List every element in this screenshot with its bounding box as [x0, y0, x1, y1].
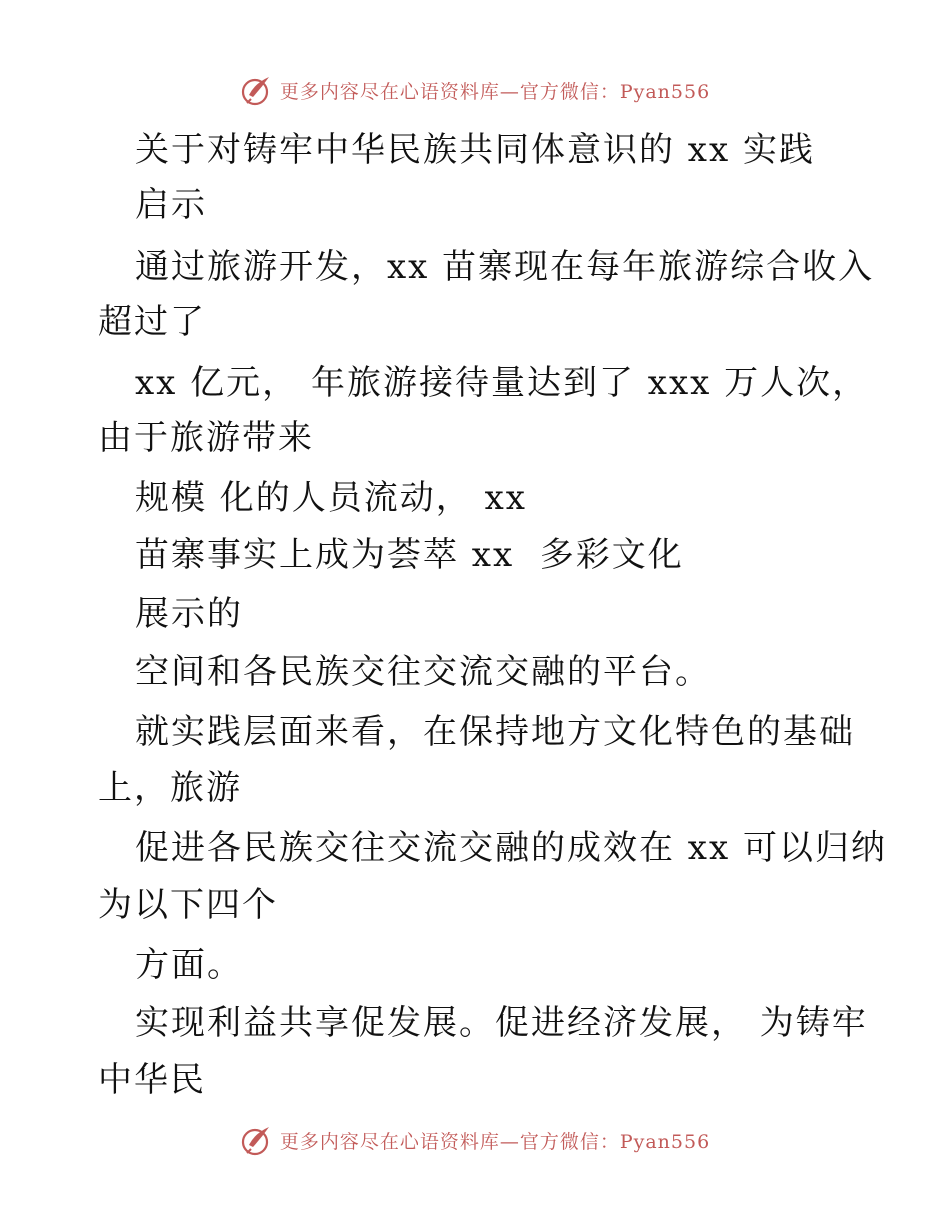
text-line: 由于旅游带来 — [98, 418, 314, 458]
watermark-text: 更多内容尽在心语资料库—官方微信：Pyan556 — [279, 80, 711, 103]
text-line: 为以下四个 — [98, 885, 278, 925]
text-line: 上，旅游 — [98, 768, 242, 808]
text-line: 方面。 — [135, 945, 243, 985]
text-line: 启示 — [135, 185, 207, 225]
text-line: 实现利益共享促发展。促进经济发展， 为铸牢 — [135, 1003, 868, 1043]
text-line: 就实践层面来看，在保持地方文化特色的基础 — [135, 712, 855, 752]
quill-logo-icon — [240, 1123, 274, 1157]
footer-watermark — [0, 1120, 950, 1160]
text-line: 通过旅游开发，xx 苗寨现在每年旅游综合收入 — [135, 247, 875, 287]
text-line: 促进各民族交往交流交融的成效在 xx 可以归纳 — [135, 828, 887, 868]
text-line: 规模 化的人员流动， xx — [135, 478, 527, 518]
text-line: 关于对铸牢中华民族共同体意识的 xx 实践 — [135, 130, 815, 170]
text-line: 展示的 — [135, 594, 243, 634]
quill-logo-icon — [240, 73, 274, 107]
text-line: 空间和各民族交往交流交融的平台。 — [135, 652, 711, 692]
text-line: 苗寨事实上成为荟萃 xx 多彩文化 — [135, 535, 684, 575]
header-watermark — [0, 70, 950, 110]
watermark-text: 更多内容尽在心语资料库—官方微信：Pyan556 — [279, 1130, 711, 1153]
text-line: xx 亿元， 年旅游接待量达到了 xxx 万人次， — [135, 363, 869, 403]
text-line: 超过了 — [98, 302, 206, 342]
text-line: 中华民 — [98, 1060, 206, 1100]
